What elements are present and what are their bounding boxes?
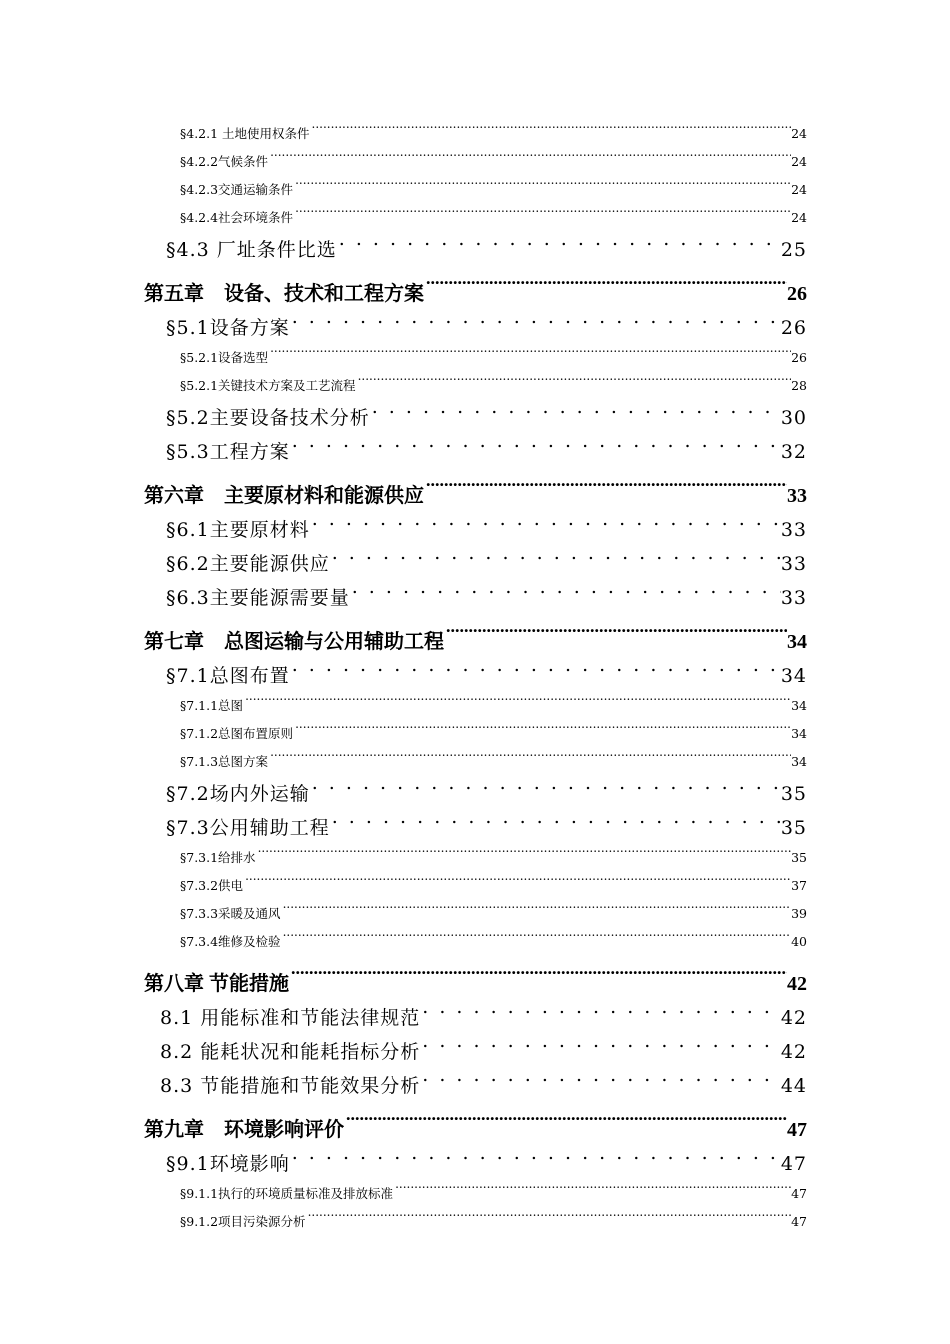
toc-dot-leader <box>290 424 781 458</box>
toc-entry-page: 37 <box>791 878 807 893</box>
toc-entry-title: §4.2.4社会环境条件 <box>180 210 294 225</box>
toc-dot-leader <box>393 1170 791 1198</box>
toc-entry-page: 34 <box>791 726 807 741</box>
toc-dot-leader <box>290 1136 781 1170</box>
toc-entry-title: 第八章 节能措施 <box>144 973 289 995</box>
toc-dot-leader <box>293 710 791 738</box>
toc-dot-leader <box>293 194 791 222</box>
toc-entry-title: §4.2.2气候条件 <box>180 154 269 169</box>
toc-entry-title: §5.2主要设备技术分析 <box>166 407 370 429</box>
toc-dot-leader <box>424 256 787 300</box>
toc-dot-leader <box>330 536 781 570</box>
toc-entry[interactable] <box>0 604 950 653</box>
toc-entry[interactable] <box>0 738 950 769</box>
toc-entry-page: 26 <box>787 283 807 305</box>
toc-entry-page: 40 <box>791 934 807 949</box>
toc-entry[interactable] <box>0 1198 950 1229</box>
toc-entry-title: 第九章 环境影响评价 <box>144 1119 344 1141</box>
toc-dot-leader <box>306 1198 792 1226</box>
toc-entry-page: 35 <box>780 817 807 839</box>
toc-entry[interactable] <box>0 222 950 261</box>
toc-entry-title: §5.2.1关键技术方案及工艺流程 <box>180 378 356 393</box>
toc-entry-title: §9.1环境影响 <box>166 1153 290 1175</box>
toc-entry-title: §9.1.2项目污染源分析 <box>180 1214 306 1229</box>
toc-dot-leader <box>281 890 792 918</box>
toc-entry[interactable] <box>0 166 950 197</box>
toc-entry-title: §7.1.1总图 <box>180 698 244 713</box>
toc-entry[interactable] <box>0 1024 950 1063</box>
toc-dot-leader <box>344 1092 787 1136</box>
toc-entry-page: 24 <box>791 126 807 141</box>
toc-dot-leader <box>330 800 781 834</box>
toc-entry-title: §4.2.3交通运输条件 <box>180 182 294 197</box>
toc-dot-leader <box>281 918 792 946</box>
toc-entry-page: 42 <box>780 1041 807 1063</box>
toc-entry-page: 24 <box>791 182 807 197</box>
toc-entry[interactable] <box>0 766 950 805</box>
toc-entry-title: 8.3 节能措施和节能效果分析 <box>160 1075 421 1097</box>
toc-dot-leader <box>289 946 787 990</box>
toc-entry-page: 34 <box>791 754 807 769</box>
toc-entry-page: 26 <box>791 350 807 365</box>
toc-entry-title: 8.1 用能标准和节能法律规范 <box>160 1007 421 1029</box>
toc-entry-page: 26 <box>780 317 807 339</box>
toc-entry[interactable] <box>0 918 950 949</box>
toc-entry[interactable] <box>0 390 950 429</box>
toc-dot-leader <box>310 766 781 800</box>
toc-dot-leader <box>243 862 791 890</box>
toc-entry[interactable] <box>0 1092 950 1141</box>
toc-entry-title: §7.1.2总图布置原则 <box>180 726 294 741</box>
toc-entry-title: §6.2主要能源供应 <box>166 553 330 575</box>
toc-entry[interactable] <box>0 256 950 305</box>
toc-entry-page: 35 <box>780 783 807 805</box>
toc-dot-leader <box>424 458 787 502</box>
toc-entry-title: §5.1设备方案 <box>166 317 290 339</box>
toc-entry-page: 34 <box>787 631 807 653</box>
toc-entry[interactable] <box>0 502 950 541</box>
toc-entry-page: 30 <box>780 407 807 429</box>
toc-entry[interactable] <box>0 536 950 575</box>
toc-entry-page: 47 <box>791 1186 807 1201</box>
toc-entry-title: §5.3工程方案 <box>166 441 290 463</box>
toc-entry-title: §9.1.1执行的环境质量标准及排放标准 <box>180 1186 394 1201</box>
toc-entry-title: §6.1主要原材料 <box>166 519 310 541</box>
toc-dot-leader <box>268 334 791 362</box>
toc-entry[interactable] <box>0 362 950 393</box>
toc-entry-page: 34 <box>780 665 807 687</box>
toc-entry-page: 33 <box>780 553 807 575</box>
toc-dot-leader <box>420 1058 781 1092</box>
toc-entry-title: §7.3.2供电 <box>180 878 244 893</box>
toc-dot-leader <box>268 738 791 766</box>
toc-dot-leader <box>290 300 781 334</box>
toc-entry-page: 24 <box>791 154 807 169</box>
toc-entry[interactable] <box>0 458 950 507</box>
toc-dot-leader <box>290 648 781 682</box>
toc-dot-leader <box>356 362 792 390</box>
toc-entry[interactable] <box>0 946 950 995</box>
toc-entry-title: §7.3公用辅助工程 <box>166 817 330 839</box>
toc-dot-leader <box>268 138 791 166</box>
toc-entry[interactable] <box>0 1058 950 1097</box>
toc-entry-page: 33 <box>780 587 807 609</box>
toc-entry[interactable] <box>0 682 950 713</box>
toc-entry-title: §7.3.4维修及检验 <box>180 934 281 949</box>
toc-entry-title: §4.3 厂址条件比选 <box>166 239 337 261</box>
toc-entry-title: §4.2.1 土地使用权条件 <box>180 126 310 141</box>
toc-dot-leader <box>293 166 791 194</box>
toc-entry-page: 39 <box>791 906 807 921</box>
toc-entry[interactable] <box>0 648 950 687</box>
toc-dot-leader <box>337 222 781 256</box>
toc-entry-title: 第五章 设备、技术和工程方案 <box>144 283 424 305</box>
toc-entry-page: 33 <box>780 519 807 541</box>
toc-entry-title: §7.3.1给排水 <box>180 850 256 865</box>
toc-entry-title: §6.3主要能源需要量 <box>166 587 350 609</box>
toc-dot-leader <box>420 1024 781 1058</box>
toc-entry-page: 47 <box>787 1119 807 1141</box>
toc-dot-leader <box>444 604 787 648</box>
toc-entry-page: 35 <box>791 850 807 865</box>
toc-entry-title: §7.3.3采暖及通风 <box>180 906 281 921</box>
toc-dot-leader <box>310 502 781 536</box>
toc-entry-page: 42 <box>787 973 807 995</box>
toc-dot-leader <box>370 390 781 424</box>
table-of-contents <box>0 110 950 1229</box>
toc-entry-page: 25 <box>780 239 807 261</box>
toc-entry[interactable] <box>0 110 950 141</box>
toc-dot-leader <box>420 990 781 1024</box>
toc-entry[interactable] <box>0 710 950 741</box>
toc-entry-page: 47 <box>780 1153 807 1175</box>
toc-entry-page: 42 <box>780 1007 807 1029</box>
toc-dot-leader <box>256 834 792 862</box>
toc-entry[interactable] <box>0 300 950 339</box>
toc-entry-title: §7.2场内外运输 <box>166 783 310 805</box>
toc-entry-title: §7.1总图布置 <box>166 665 290 687</box>
toc-dot-leader <box>310 110 792 138</box>
toc-entry-page: 34 <box>791 698 807 713</box>
toc-entry[interactable] <box>0 138 950 169</box>
toc-entry[interactable] <box>0 424 950 463</box>
toc-entry[interactable] <box>0 834 950 865</box>
toc-entry-title: 第七章 总图运输与公用辅助工程 <box>144 631 444 653</box>
toc-entry[interactable] <box>0 800 950 839</box>
toc-entry-title: 第六章 主要原材料和能源供应 <box>144 485 424 507</box>
toc-dot-leader <box>350 570 781 604</box>
toc-entry-page: 28 <box>791 378 807 393</box>
toc-entry[interactable] <box>0 890 950 921</box>
toc-entry[interactable] <box>0 334 950 365</box>
toc-entry[interactable] <box>0 1170 950 1201</box>
toc-entry-title: §7.1.3总图方案 <box>180 754 269 769</box>
toc-entry-title: 8.2 能耗状况和能耗指标分析 <box>160 1041 421 1063</box>
toc-entry-page: 24 <box>791 210 807 225</box>
toc-entry-title: §5.2.1设备选型 <box>180 350 269 365</box>
toc-entry[interactable] <box>0 990 950 1029</box>
toc-entry[interactable] <box>0 194 950 225</box>
toc-entry-page: 47 <box>791 1214 807 1229</box>
toc-dot-leader <box>243 682 791 710</box>
toc-entry-page: 44 <box>780 1075 807 1097</box>
toc-entry[interactable] <box>0 570 950 609</box>
toc-entry[interactable] <box>0 1136 950 1175</box>
toc-entry[interactable] <box>0 862 950 893</box>
toc-entry-page: 33 <box>787 485 807 507</box>
toc-entry-page: 32 <box>780 441 807 463</box>
